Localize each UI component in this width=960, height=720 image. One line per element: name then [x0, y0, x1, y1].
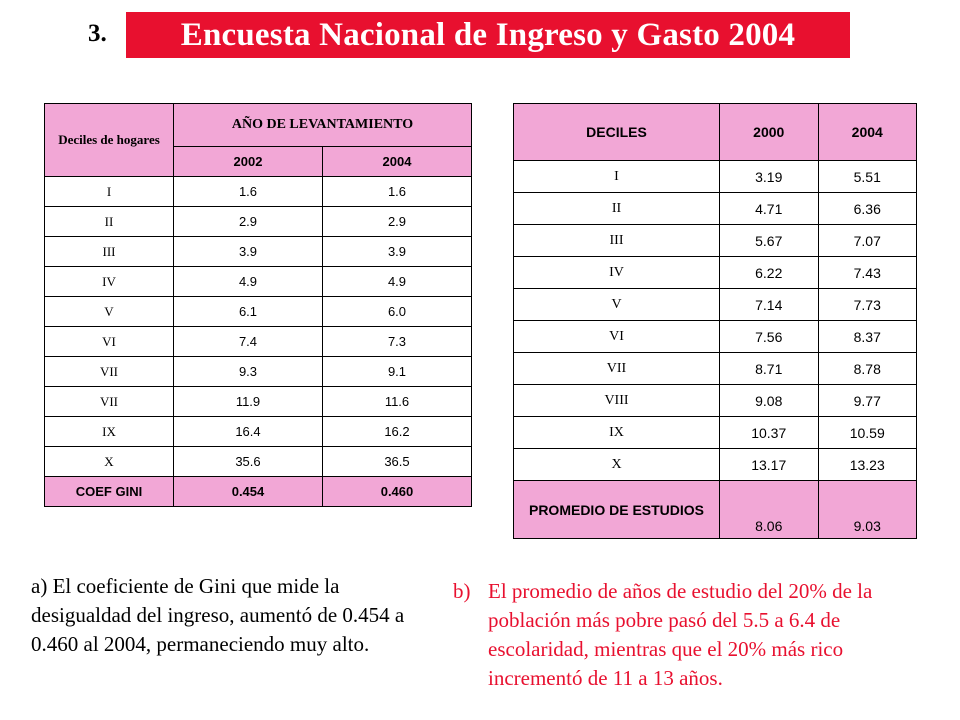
table-header: AÑO DE LEVANTAMIENTO — [174, 104, 472, 147]
value-cell: 7.43 — [818, 257, 917, 289]
value-cell: 5.67 — [720, 225, 819, 257]
table-row — [514, 321, 917, 353]
note-b — [453, 577, 933, 693]
table-row — [45, 177, 472, 207]
gini-2004: 0.460 — [322, 477, 471, 507]
table-row — [514, 161, 917, 193]
value-cell: 7.07 — [818, 225, 917, 257]
decile-cell: III — [514, 225, 720, 257]
value-cell: 11.9 — [174, 387, 323, 417]
decile-cell: II — [514, 193, 720, 225]
table-header: DECILES — [514, 104, 720, 161]
decile-cell: I — [514, 161, 720, 193]
table-body — [45, 177, 472, 477]
decile-cell: VI — [45, 327, 174, 357]
value-cell: 36.5 — [322, 447, 471, 477]
table-header: 2004 — [322, 147, 471, 177]
note-b-label: b) — [453, 579, 471, 603]
promedio-row — [514, 481, 917, 539]
value-cell: 9.77 — [818, 385, 917, 417]
decile-cell: V — [45, 297, 174, 327]
decile-cell: IX — [514, 417, 720, 449]
value-cell: 7.73 — [818, 289, 917, 321]
education-decile-table — [513, 103, 917, 539]
decile-cell: II — [45, 207, 174, 237]
table-header: 2004 — [818, 104, 917, 161]
decile-cell: IX — [45, 417, 174, 447]
decile-cell: I — [45, 177, 174, 207]
value-cell: 6.0 — [322, 297, 471, 327]
value-cell: 9.3 — [174, 357, 323, 387]
decile-cell: IV — [514, 257, 720, 289]
value-cell: 3.9 — [322, 237, 471, 267]
value-cell: 6.22 — [720, 257, 819, 289]
table-header: Deciles de hogares — [45, 104, 174, 177]
value-cell: 16.2 — [322, 417, 471, 447]
decile-cell: X — [514, 449, 720, 481]
value-cell: 16.4 — [174, 417, 323, 447]
decile-cell: IV — [45, 267, 174, 297]
value-cell: 13.23 — [818, 449, 917, 481]
table-row — [45, 447, 472, 477]
table-header: 2002 — [174, 147, 323, 177]
value-cell: 35.6 — [174, 447, 323, 477]
note-a: a) El coeficiente de Gini que mide la desigualdad del ingreso, aumentó de 0.454 a 0.460 al 2004, permaneciendo muy alto. — [31, 574, 405, 656]
value-cell: 10.59 — [818, 417, 917, 449]
slide-title: Encuesta Nacional de Ingreso y Gasto 2004 — [126, 12, 850, 58]
value-cell: 13.17 — [720, 449, 819, 481]
table-row — [514, 385, 917, 417]
table-row — [45, 327, 472, 357]
value-cell: 3.19 — [720, 161, 819, 193]
value-cell: 7.4 — [174, 327, 323, 357]
decile-cell: VII — [514, 353, 720, 385]
gini-label: COEF GINI — [45, 477, 174, 507]
income-decile-table — [44, 103, 472, 507]
table-row — [514, 225, 917, 257]
decile-cell: V — [514, 289, 720, 321]
gini-2002: 0.454 — [174, 477, 323, 507]
decile-cell: VI — [514, 321, 720, 353]
promedio-2000: 8.06 — [720, 481, 819, 539]
table-row — [514, 417, 917, 449]
table-row — [45, 357, 472, 387]
value-cell: 10.37 — [720, 417, 819, 449]
promedio-2004: 9.03 — [818, 481, 917, 539]
value-cell: 7.3 — [322, 327, 471, 357]
value-cell: 4.9 — [174, 267, 323, 297]
table-row — [514, 353, 917, 385]
value-cell: 4.9 — [322, 267, 471, 297]
decile-cell: VII — [45, 357, 174, 387]
table-row — [514, 193, 917, 225]
decile-cell: VIII — [514, 385, 720, 417]
decile-cell: III — [45, 237, 174, 267]
value-cell: 8.37 — [818, 321, 917, 353]
table-row — [45, 237, 472, 267]
gini-row — [45, 477, 472, 507]
value-cell: 9.08 — [720, 385, 819, 417]
note-b-text: El promedio de años de estudio del 20% de la población más pobre pasó del 5.5 a 6.4 de escolaridad, mientras que el 20% más rico incrementó de 11 a 13 años. — [488, 579, 873, 690]
value-cell: 7.56 — [720, 321, 819, 353]
table-body — [514, 161, 917, 481]
promedio-label: PROMEDIO DE ESTUDIOS — [514, 481, 720, 539]
table-row — [45, 267, 472, 297]
value-cell: 5.51 — [818, 161, 917, 193]
decile-cell: VII — [45, 387, 174, 417]
value-cell: 2.9 — [174, 207, 323, 237]
value-cell: 11.6 — [322, 387, 471, 417]
decile-cell: X — [45, 447, 174, 477]
value-cell: 9.1 — [322, 357, 471, 387]
table-row — [514, 257, 917, 289]
value-cell: 6.36 — [818, 193, 917, 225]
value-cell: 8.71 — [720, 353, 819, 385]
value-cell: 7.14 — [720, 289, 819, 321]
table-row — [514, 449, 917, 481]
value-cell: 8.78 — [818, 353, 917, 385]
table-row — [45, 417, 472, 447]
table-row — [45, 387, 472, 417]
value-cell: 3.9 — [174, 237, 323, 267]
table-header: 2000 — [720, 104, 819, 161]
table-row — [514, 289, 917, 321]
value-cell: 2.9 — [322, 207, 471, 237]
value-cell: 1.6 — [174, 177, 323, 207]
value-cell: 4.71 — [720, 193, 819, 225]
table-row — [45, 297, 472, 327]
table-row — [45, 207, 472, 237]
value-cell: 6.1 — [174, 297, 323, 327]
slide-number: 3. — [88, 20, 107, 47]
value-cell: 1.6 — [322, 177, 471, 207]
